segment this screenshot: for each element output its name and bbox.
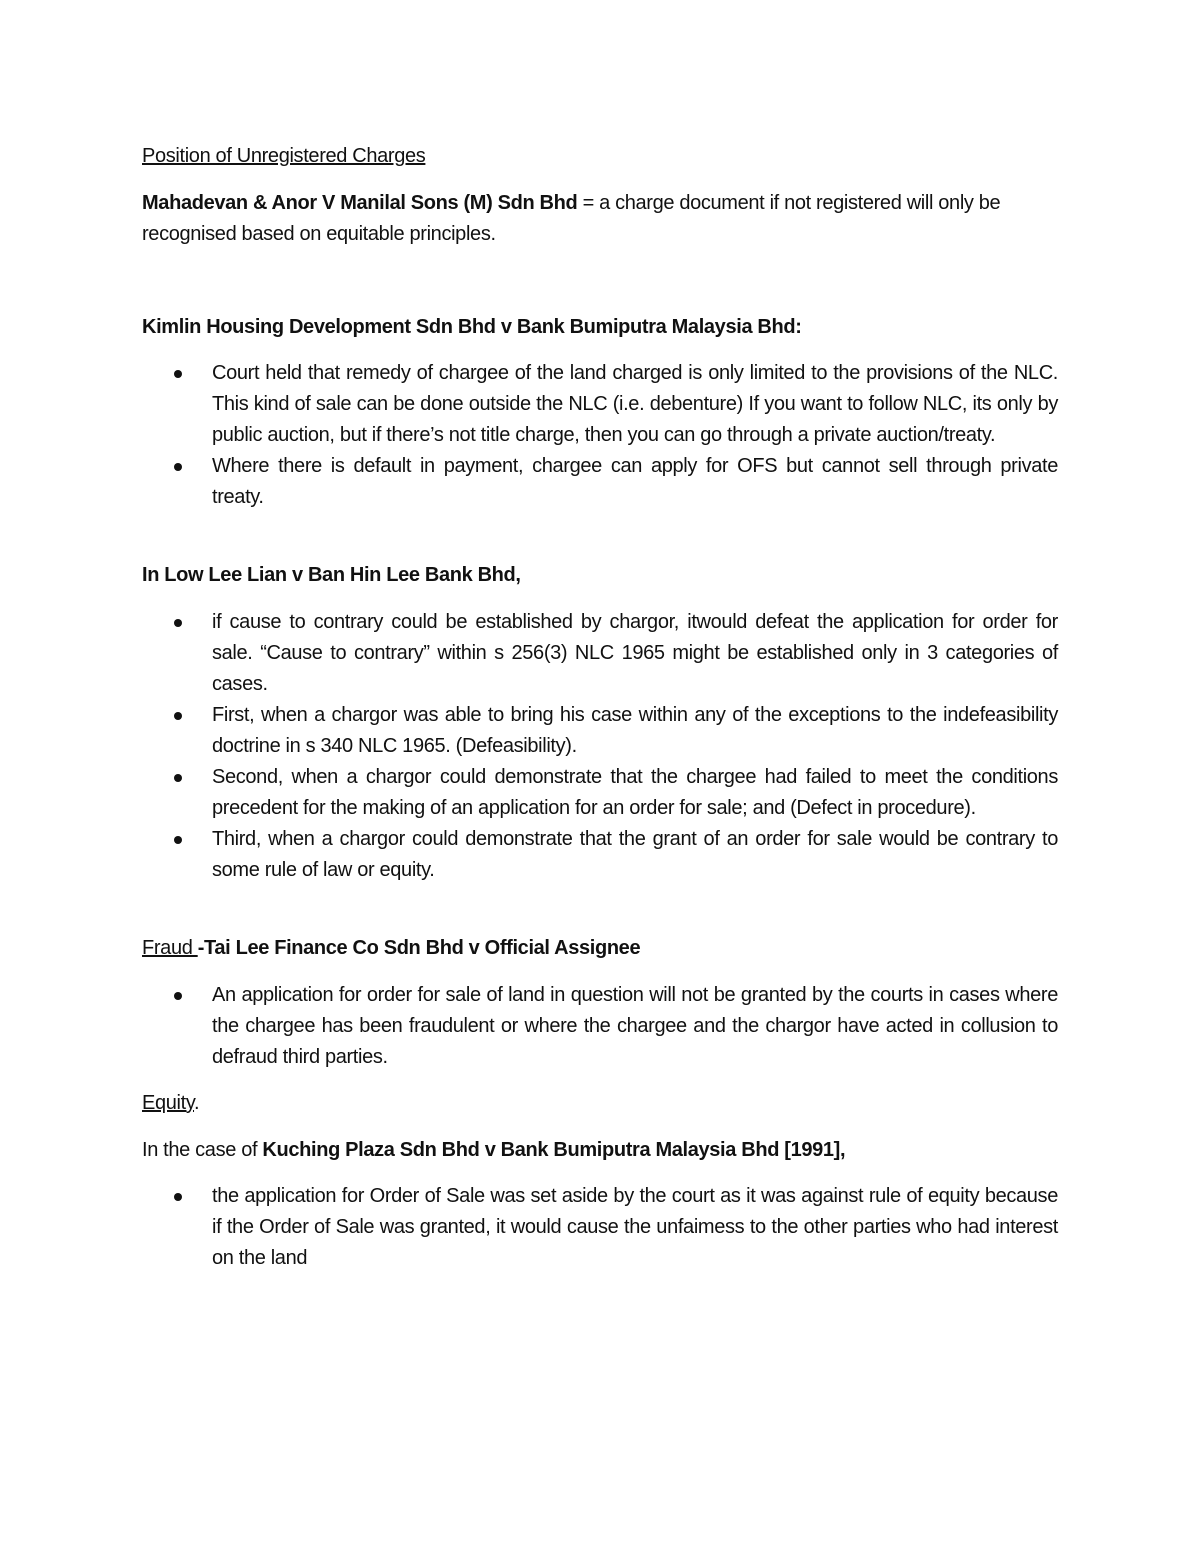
equity-suffix: . bbox=[194, 1092, 200, 1114]
list-item: the application for Order of Sale was set aside by the court as it was against rule of equity because if the Order of Sale was granted, it would cause the unfaimess to the other parties who had interest on the land bbox=[142, 1181, 1058, 1274]
kimlin-heading: Kimlin Housing Development Sdn Bhd v Bank Bumiputra Malaysia Bhd: bbox=[142, 316, 802, 338]
document-page bbox=[142, 0, 1058, 1553]
low-lee-lian-heading: In Low Lee Lian v Ban Hin Lee Bank Bhd, bbox=[142, 564, 521, 586]
fraud-label: Fraud bbox=[142, 937, 198, 959]
fraud-case-name: -Tai Lee Finance Co Sdn Bhd v Official Assignee bbox=[197, 937, 641, 959]
unregistered-charges-title: Position of Unregistered Charges bbox=[142, 145, 426, 167]
list-item: First, when a chargor was able to bring his case within any of the exceptions to the indefeasibility doctrine in s 340 NLC 1965. (Defeasibility). bbox=[142, 700, 1058, 762]
kimlin-bullet-list bbox=[142, 358, 1058, 513]
list-item: Second, when a chargor could demonstrate that the chargee had failed to meet the conditions precedent for the making of an application for an order for sale; and (Defect in procedure). bbox=[142, 762, 1058, 824]
list-item: An application for order for sale of land in question will not be granted by the courts in cases where the chargee has been fraudulent or where the chargee and the chargor have acted in collusion to defraud third parties. bbox=[142, 980, 1058, 1073]
list-item: Court held that remedy of chargee of the land charged is only limited to the provisions of the NLC. This kind of sale can be done outside the NLC (i.e. debenture) If you want to follow NLC, its only by public auction, but if there’s not title charge, then you can go through a private auction/treaty. bbox=[142, 358, 1058, 451]
list-item: Where there is default in payment, chargee can apply for OFS but cannot sell through private treaty. bbox=[142, 451, 1058, 513]
low-lee-lian-bullet-list bbox=[142, 607, 1058, 886]
equity-bullet-list bbox=[142, 1181, 1058, 1274]
fraud-bullet-list bbox=[142, 980, 1058, 1073]
list-item: Third, when a chargor could demonstrate that the grant of an order for sale would be contrary to some rule of law or equity. bbox=[142, 824, 1058, 886]
mahadevan-case-name: Mahadevan & Anor V Manilal Sons (M) Sdn Bhd bbox=[142, 192, 578, 214]
equity-label: Equity bbox=[142, 1092, 195, 1114]
mahadevan-paragraph bbox=[142, 188, 1058, 250]
equity-heading bbox=[142, 1088, 1058, 1119]
kuching-intro-text: In the case of bbox=[142, 1139, 263, 1161]
section-heading-unregistered-charges bbox=[142, 141, 1058, 172]
list-item: if cause to contrary could be established by chargor, itwould defeat the application for order for sale. “Cause to contrary” within s 256(3) NLC 1965 might be established only in 3 categories of cases. bbox=[142, 607, 1058, 700]
kuching-case-name: Kuching Plaza Sdn Bhd v Bank Bumiputra Malaysia Bhd [1991], bbox=[262, 1139, 846, 1161]
mahadevan-text: = a charge document if not registered will only be recognised based on equitable principles. bbox=[142, 192, 1001, 245]
fraud-heading bbox=[142, 933, 1058, 964]
kuching-plaza-intro bbox=[142, 1135, 1058, 1166]
